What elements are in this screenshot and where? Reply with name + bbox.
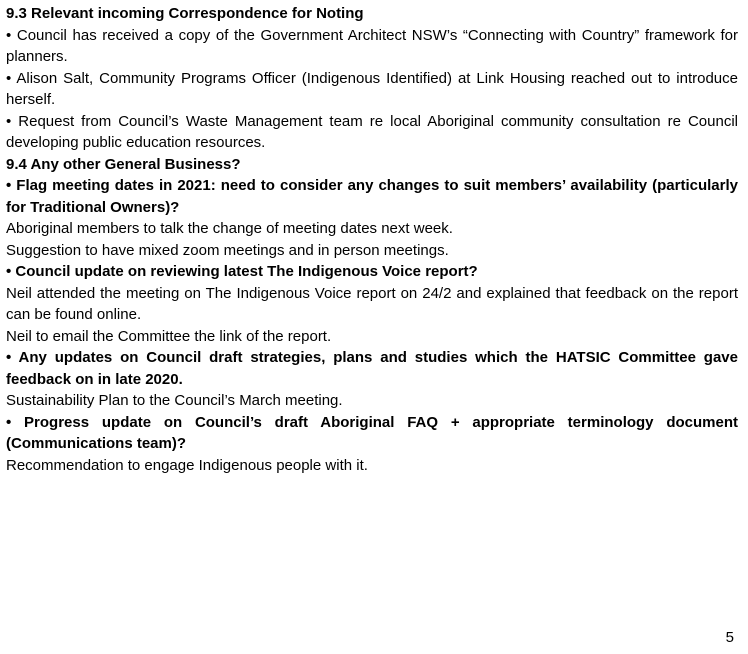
- note-engage-indigenous-people: Recommendation to engage Indigenous people with it.: [6, 456, 368, 474]
- bullet-correspondence-alison-salt: • Alison Salt, Community Programs Officer (Indigenous Identified) at Link Housing reached out to introduce herself.: [6, 69, 738, 108]
- topic-indigenous-voice-heading: • Council update on reviewing latest The Indigenous Voice report?: [6, 263, 478, 280]
- bullet-correspondence-country-framework: • Council has received a copy of the Government Architect NSW’s “Connecting with Country” framework for planners.: [6, 26, 738, 65]
- section-9-4-heading: 9.4 Any other General Business?: [6, 155, 241, 173]
- note-sustainability-plan: Sustainability Plan to the Council’s March meeting.: [6, 392, 343, 409]
- topic-draft-strategies-heading: • Any updates on Council draft strategies, plans and studies which the HATSIC Committee gave feedback on in late 2020.: [6, 349, 738, 388]
- note-neil-attended-meeting: Neil attended the meeting on The Indigenous Voice report on 24/2 and explained that feedback on the report can be found online.: [6, 284, 738, 323]
- page-number: 5: [725, 629, 734, 646]
- note-neil-email-link: Neil to email the Committee the link of the report.: [6, 327, 332, 345]
- topic-meeting-dates-heading: • Flag meeting dates in 2021: need to consider any changes to suit members’ availability (particularly for Traditional Owners)?: [6, 177, 738, 216]
- topic-faq-terminology-heading: • Progress update on Council’s draft Aboriginal FAQ + appropriate terminology document (Communications team)?: [6, 413, 738, 452]
- section-9-3-heading: 9.3 Relevant incoming Correspondence for Noting: [6, 5, 364, 22]
- note-meeting-dates-change: Aboriginal members to talk the change of meeting dates next week.: [6, 220, 453, 237]
- bullet-correspondence-waste-management: • Request from Council’s Waste Management team re local Aboriginal community consultation re Council developing public education resources.: [6, 112, 738, 151]
- note-mixed-zoom-meetings: Suggestion to have mixed zoom meetings and in person meetings.: [6, 241, 449, 259]
